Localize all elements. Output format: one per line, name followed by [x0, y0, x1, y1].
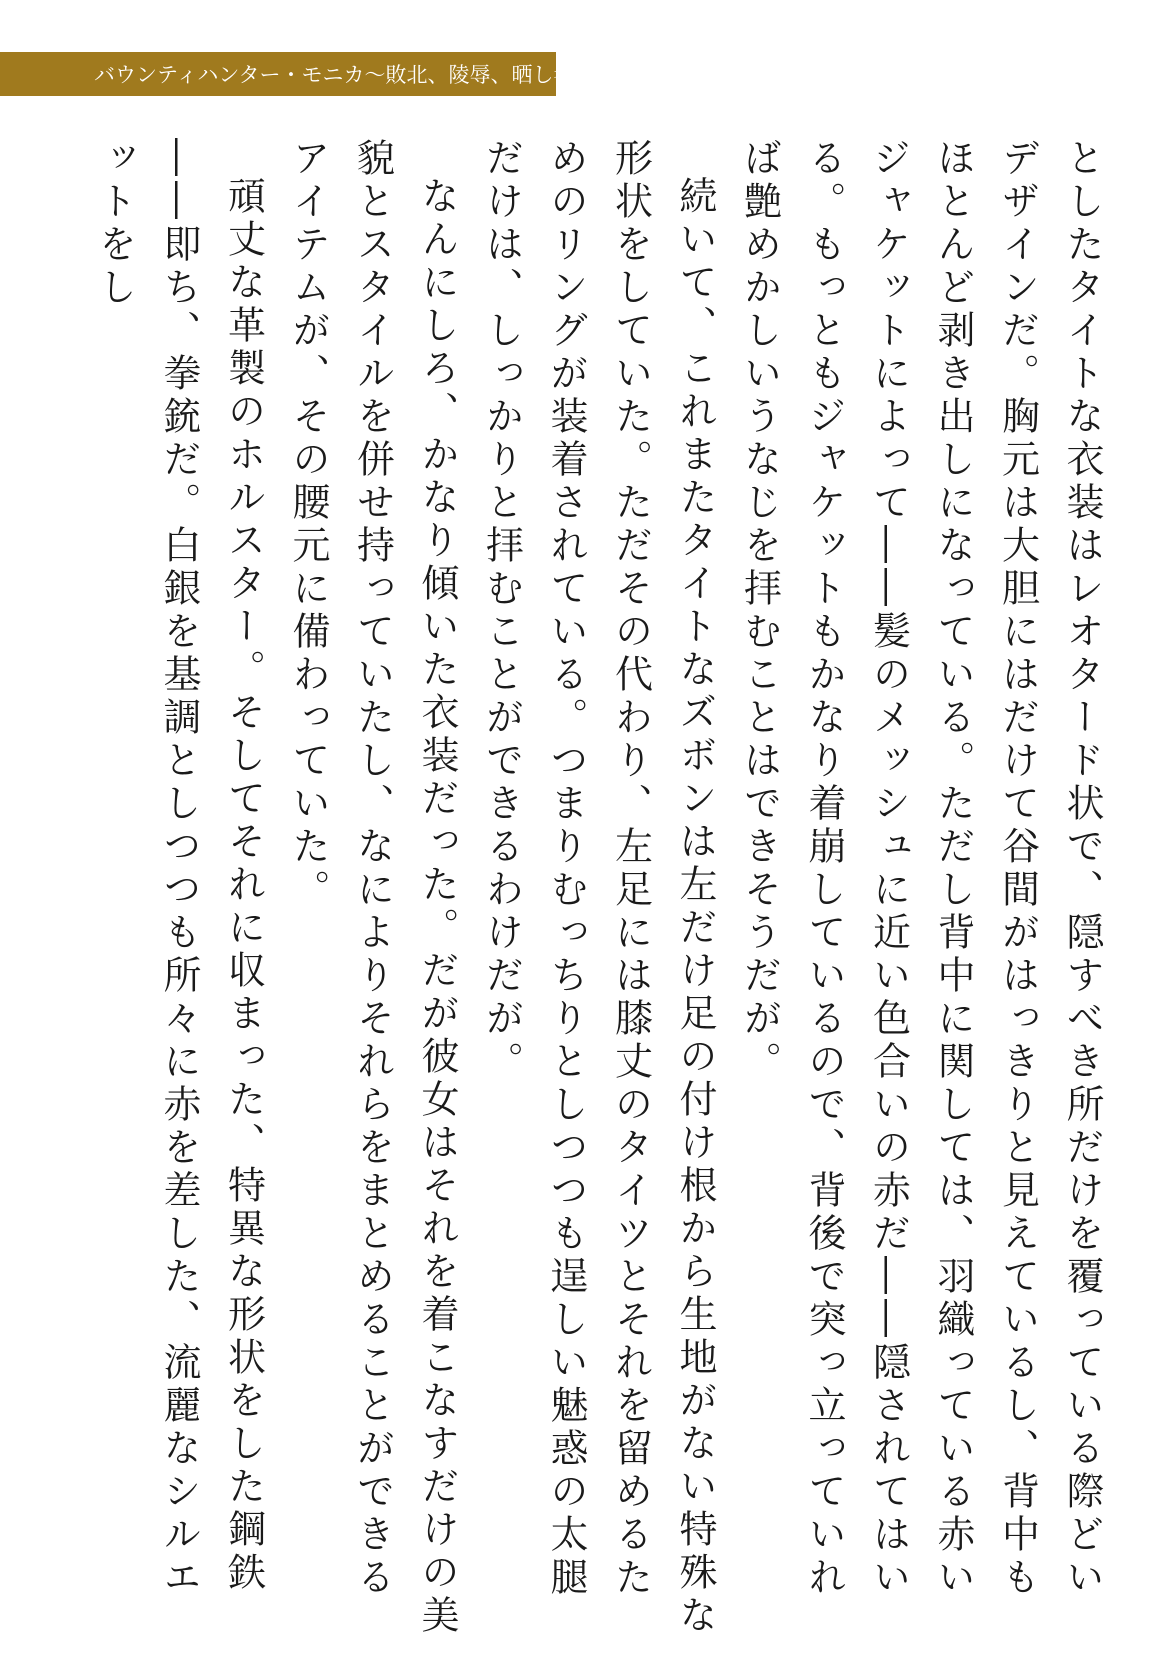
running-header-bar — [0, 52, 596, 96]
running-header-title: バウンティハンター・モニカ〜敗北、陵辱、晒し者〜 — [94, 63, 596, 87]
paragraph-1: としたタイトな衣装はレオタード状で、隠すべき所だけを覆っている際どいデザインだ。胸元は大胆にはだけて谷間がはっきりと見えているし、背中もほとんど剥き出しになっている。ただし背中に関しては、羽織っている赤いジャケットによって――髪のメッシュに近い色合いの赤だ――隠されてはいる。もっともジャケットもかなり着崩しているので、背後で突っ立っていれば艶めかしいうなじを拝むことはできそうだが。 — [737, 138, 1104, 1600]
paragraph-4: 頑丈な革製のホルスター。そしてそれに収まった、特異な形状をした鋼鉄――即ち、拳銃だ。白銀を基調としつつも所々に赤を差した、流麗なシルエットをし — [92, 138, 266, 1600]
paragraph-2: 続いて、これまたタイトなズボンは左だけ足の付け根から生地がない特殊な形状をしていた。ただその代わり、左足には膝丈のタイツとそれを留めるためのリングが装着されている。つまりむっちりとしつつも逞しい魅惑の太腿だけは、しっかりと拝むことができるわけだが。 — [479, 138, 717, 1638]
vertical-text-body — [54, 138, 1114, 1638]
paragraph-3: なんにしろ、かなり傾いた衣装だった。だが彼女はそれを着こなすだけの美貌とスタイルを併せ持っていたし、なによりそれらをまとめることができるアイテムが、その腰元に備わっていた。 — [286, 138, 459, 1638]
